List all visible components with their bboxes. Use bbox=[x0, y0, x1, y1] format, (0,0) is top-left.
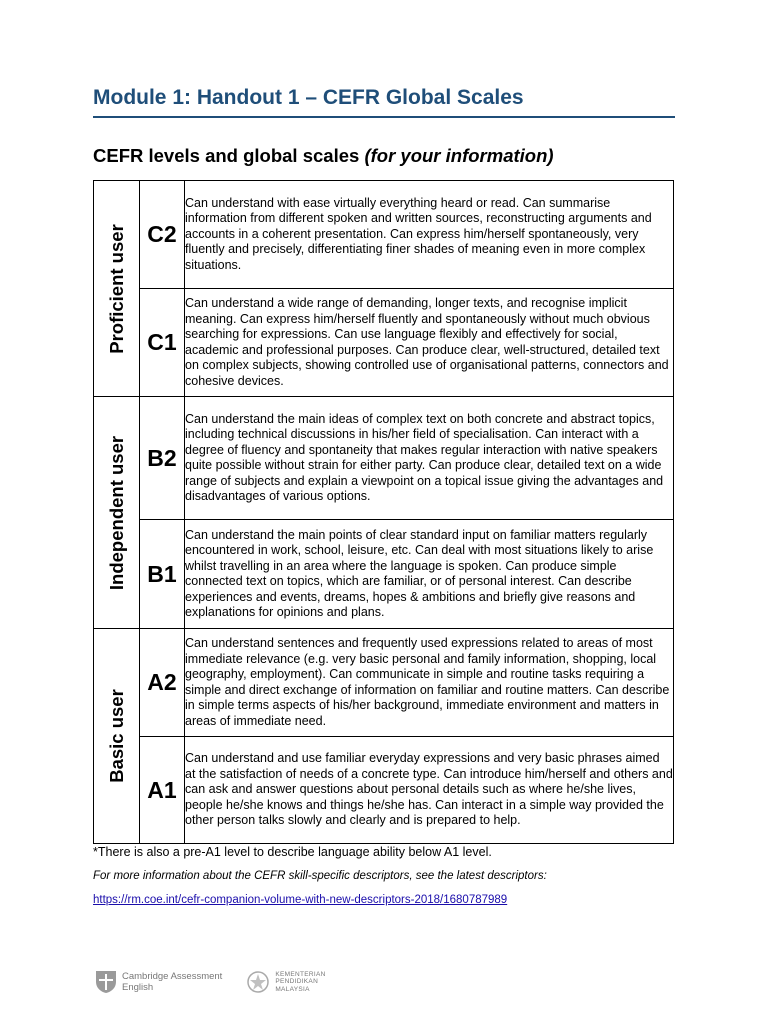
ministry-logo-line: MALAYSIA bbox=[275, 985, 310, 993]
cambridge-logo-text bbox=[122, 971, 222, 993]
level-code: C2 bbox=[140, 181, 185, 289]
cambridge-logo-line: English bbox=[122, 982, 154, 993]
group-cell-proficient bbox=[94, 181, 140, 397]
level-descriptor: Can understand and use familiar everyday expressions and very basic phrases aimed at the satisfaction of needs of a concrete type. Can introduce him/herself and others and can ask and answer questions about personal details such as where he/she lives, people he/she knows and things he/she has. Can interact in a simple way provided the other person talks slowly and clearly and is prepared to help. bbox=[185, 737, 674, 844]
table-row bbox=[94, 397, 674, 520]
ministry-logo bbox=[246, 970, 325, 994]
ministry-logo-text bbox=[275, 971, 325, 994]
group-cell-independent bbox=[94, 397, 140, 629]
section-heading-emphasis: (for your information) bbox=[364, 145, 554, 166]
table-row bbox=[94, 520, 674, 629]
crest-icon bbox=[246, 970, 270, 994]
table-row bbox=[94, 629, 674, 737]
level-descriptor: Can understand the main points of clear standard input on familiar matters regularly encountered in work, school, leisure, etc. Can deal with most situations likely to arise whilst travelling in an area where the language is spoken. Can produce simple connected text on topics, which are familiar, or of personal interest. Can describe experiences and events, dreams, hopes & ambitions and briefly give reasons and explanations for opinions and plans. bbox=[185, 520, 674, 629]
ministry-logo-line: KEMENTERIAN bbox=[275, 970, 326, 978]
cefr-table bbox=[93, 180, 674, 844]
footer-logos bbox=[95, 965, 326, 999]
level-descriptor: Can understand a wide range of demanding, longer texts, and recognise implicit meaning. Can express him/herself fluently and spontaneously without much obvious searching for expressions. Can use language flexibly and effectively for social, academic and professional purposes. Can produce clear, well-structured, detailed text on complex subjects, showing controlled use of organisational patterns, connectors and cohesive devices. bbox=[185, 289, 674, 397]
pre-a1-note: *There is also a pre-A1 level to describe language ability below A1 level. bbox=[93, 845, 492, 859]
section-heading-main: CEFR levels and global scales bbox=[93, 145, 365, 166]
page-title: Module 1: Handout 1 – CEFR Global Scales bbox=[93, 86, 675, 118]
cambridge-logo bbox=[95, 970, 222, 994]
group-label: Basic user bbox=[105, 689, 127, 783]
shield-icon bbox=[95, 970, 117, 994]
level-descriptor: Can understand the main ideas of complex text on both concrete and abstract topics, including technical discussions in his/her field of specialisation. Can interact with a degree of fluency and spontaneity that makes regular interaction with native speakers quite possible without strain for either party. Can produce clear, detailed text on a wide range of subjects and explain a viewpoint on a topical issue giving the advantages and disadvantages of various options. bbox=[185, 397, 674, 520]
more-info-text: For more information about the CEFR skill-specific descriptors, see the latest descriptors: bbox=[93, 870, 547, 882]
level-descriptor: Can understand with ease virtually everything heard or read. Can summarise information from different spoken and written sources, reconstructing arguments and accounts in a coherent presentation. Can express him/herself spontaneously, very fluently and precisely, differentiating finer shades of meaning even in more complex situations. bbox=[185, 181, 674, 289]
level-code: B1 bbox=[140, 520, 185, 629]
cambridge-logo-line: Cambridge Assessment bbox=[122, 971, 223, 982]
table-row bbox=[94, 289, 674, 397]
level-code: A2 bbox=[140, 629, 185, 737]
level-code: A1 bbox=[140, 737, 185, 844]
group-cell-basic bbox=[94, 629, 140, 844]
descriptors-link[interactable]: https://rm.coe.int/cefr-companion-volume-with-new-descriptors-2018/1680787989 bbox=[93, 894, 508, 906]
group-label: Proficient user bbox=[105, 223, 127, 354]
level-code: B2 bbox=[140, 397, 185, 520]
table-row bbox=[94, 181, 674, 289]
section-heading bbox=[93, 145, 554, 167]
level-descriptor: Can understand sentences and frequently used expressions related to areas of most immediate relevance (e.g. very basic personal and family information, shopping, local geography, employment). Can communicate in simple and routine tasks requiring a simple and direct exchange of information on familiar and routine matters. Can describe in simple terms aspects of his/her background, immediate environment and matters in areas of immediate need. bbox=[185, 629, 674, 737]
group-label: Independent user bbox=[105, 435, 127, 590]
ministry-logo-line: PENDIDIKAN bbox=[275, 978, 319, 986]
level-code: C1 bbox=[140, 289, 185, 397]
table-row bbox=[94, 737, 674, 844]
